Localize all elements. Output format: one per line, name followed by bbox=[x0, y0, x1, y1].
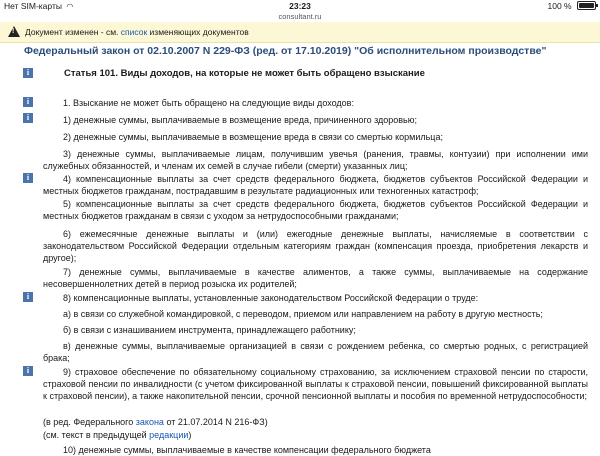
article-paragraph bbox=[43, 114, 588, 126]
paragraph-text: 2) денежные суммы, выплачиваемые в возмещение вреда в связи со смертью кормильца; bbox=[63, 132, 443, 142]
paragraph-text: 1. Взыскание не может быть обращено на следующие виды доходов: bbox=[63, 98, 354, 108]
edition-link[interactable]: редакции bbox=[149, 430, 189, 440]
article-paragraph bbox=[43, 292, 588, 304]
paragraph-text: 7) денежные суммы, выплачиваемые в качестве алиментов, а также суммы, выплачиваемые на содержание несовершеннолетних детей в период розыска их родителей; bbox=[43, 267, 588, 289]
article-paragraph bbox=[43, 131, 588, 143]
paragraph-text: 3) денежные суммы, выплачиваемые лицам, получившим увечья (ранения, травмы, контузии) при исполнении ими служебных обязанностей, и членам их семей в случае гибели (смерти) указанных лиц; bbox=[43, 149, 588, 171]
address-bar[interactable]: consultant.ru bbox=[278, 12, 322, 21]
article-paragraph bbox=[43, 198, 588, 222]
article-paragraph bbox=[43, 366, 588, 402]
article-paragraph bbox=[43, 148, 588, 172]
see-note-after: ) bbox=[188, 430, 192, 440]
article-heading: Статья 101. Виды доходов, на которые не может быть обращено взыскание bbox=[64, 68, 425, 79]
paragraph-text: б) в связи с изнашиванием инструмента, принадлежащего работнику; bbox=[63, 325, 356, 335]
carrier-label: Нет SIM-карты bbox=[4, 1, 62, 11]
article-paragraph bbox=[43, 266, 588, 290]
info-icon[interactable]: i bbox=[23, 292, 33, 302]
info-icon[interactable]: i bbox=[23, 68, 33, 78]
paragraph-text: 5) компенсационные выплаты за счет средств федерального бюджета, бюджетов субъектов Российской Федерации и местных бюджетов гражданам в связи с уходом за нетрудоспособными гражданами; bbox=[43, 199, 588, 221]
cut-off-paragraph: 10) денежные суммы, выплачиваемые в качестве компенсации федерального бюджета bbox=[63, 445, 431, 455]
edition-note bbox=[43, 416, 268, 428]
paragraph-text: 1) денежные суммы, выплачиваемые в возмещение вреда, причиненного здоровью; bbox=[63, 115, 417, 125]
edition-note-before: (в ред. Федерального bbox=[43, 417, 136, 427]
wifi-icon: ◠ bbox=[66, 2, 74, 11]
clock: 23:23 bbox=[289, 1, 311, 11]
warning-text-after: изменяющих документов bbox=[147, 27, 249, 37]
article-paragraph bbox=[43, 97, 588, 109]
article-paragraph bbox=[43, 228, 588, 264]
info-icon[interactable]: i bbox=[23, 366, 33, 376]
warning-icon: ! bbox=[8, 26, 20, 37]
law-link[interactable]: закона bbox=[135, 417, 164, 427]
change-warning-banner bbox=[0, 22, 600, 43]
info-icon[interactable]: i bbox=[23, 113, 33, 123]
paragraph-text: 9) страховое обеспечение по обязательному социальному страхованию, за исключением страховой пенсии по старости, страховой пенсии по инвалидности (с учетом фиксированной выплаты к страховой пенсии, повышений фиксированной выплаты к страховой пенсии), а также накопительной пенсии, срочной пенсионной выплаты и пособия по временной нетрудоспособности; bbox=[43, 367, 588, 401]
paragraph-text: в) денежные суммы, выплачиваемые организацией в связи с рождением ребенка, со смертью родных, с регистрацией брака; bbox=[43, 341, 588, 363]
battery-icon bbox=[577, 1, 596, 10]
warning-text-before: Документ изменен - см. bbox=[25, 27, 121, 37]
article-paragraph bbox=[43, 308, 588, 320]
paragraph-text: 8) компенсационные выплаты, установленные законодательством Российской Федерации о труде: bbox=[63, 293, 479, 303]
paragraph-text: а) в связи со служебной командировкой, с переводом, приемом или направлением на работу в другую местность; bbox=[63, 309, 543, 319]
warning-text bbox=[25, 27, 249, 37]
info-icon[interactable]: i bbox=[23, 97, 33, 107]
battery-percent: 100 % bbox=[547, 1, 572, 11]
article-paragraph bbox=[43, 324, 588, 336]
paragraph-text: 6) ежемесячные денежные выплаты и (или) ежегодные денежные выплаты, начисляемые в соответствии с законодательством Российской Федерации отдельным категориям граждан (компенсация проезда, приобретения лекарств и другое); bbox=[43, 229, 588, 263]
see-note-before: (см. текст в предыдущей bbox=[43, 430, 150, 440]
paragraph-text: 4) компенсационные выплаты за счет средств федерального бюджета, бюджетов субъектов Российской Федерации и местных бюджетов гражданам, пострадавшим в результате радиационных или техногенных катастроф; bbox=[43, 174, 588, 196]
battery-area bbox=[548, 1, 596, 11]
changes-list-link[interactable]: список bbox=[120, 27, 148, 37]
article-paragraph bbox=[43, 173, 588, 197]
edition-note-after: от 21.07.2014 N 216-ФЗ) bbox=[163, 417, 268, 427]
info-icon[interactable]: i bbox=[23, 173, 33, 183]
previous-edition-note bbox=[43, 429, 191, 441]
article-paragraph bbox=[43, 340, 588, 364]
document-title[interactable]: Федеральный закон от 02.10.2007 N 229-ФЗ (ред. от 17.10.2019) "Об исполнительном производстве" bbox=[24, 45, 547, 57]
